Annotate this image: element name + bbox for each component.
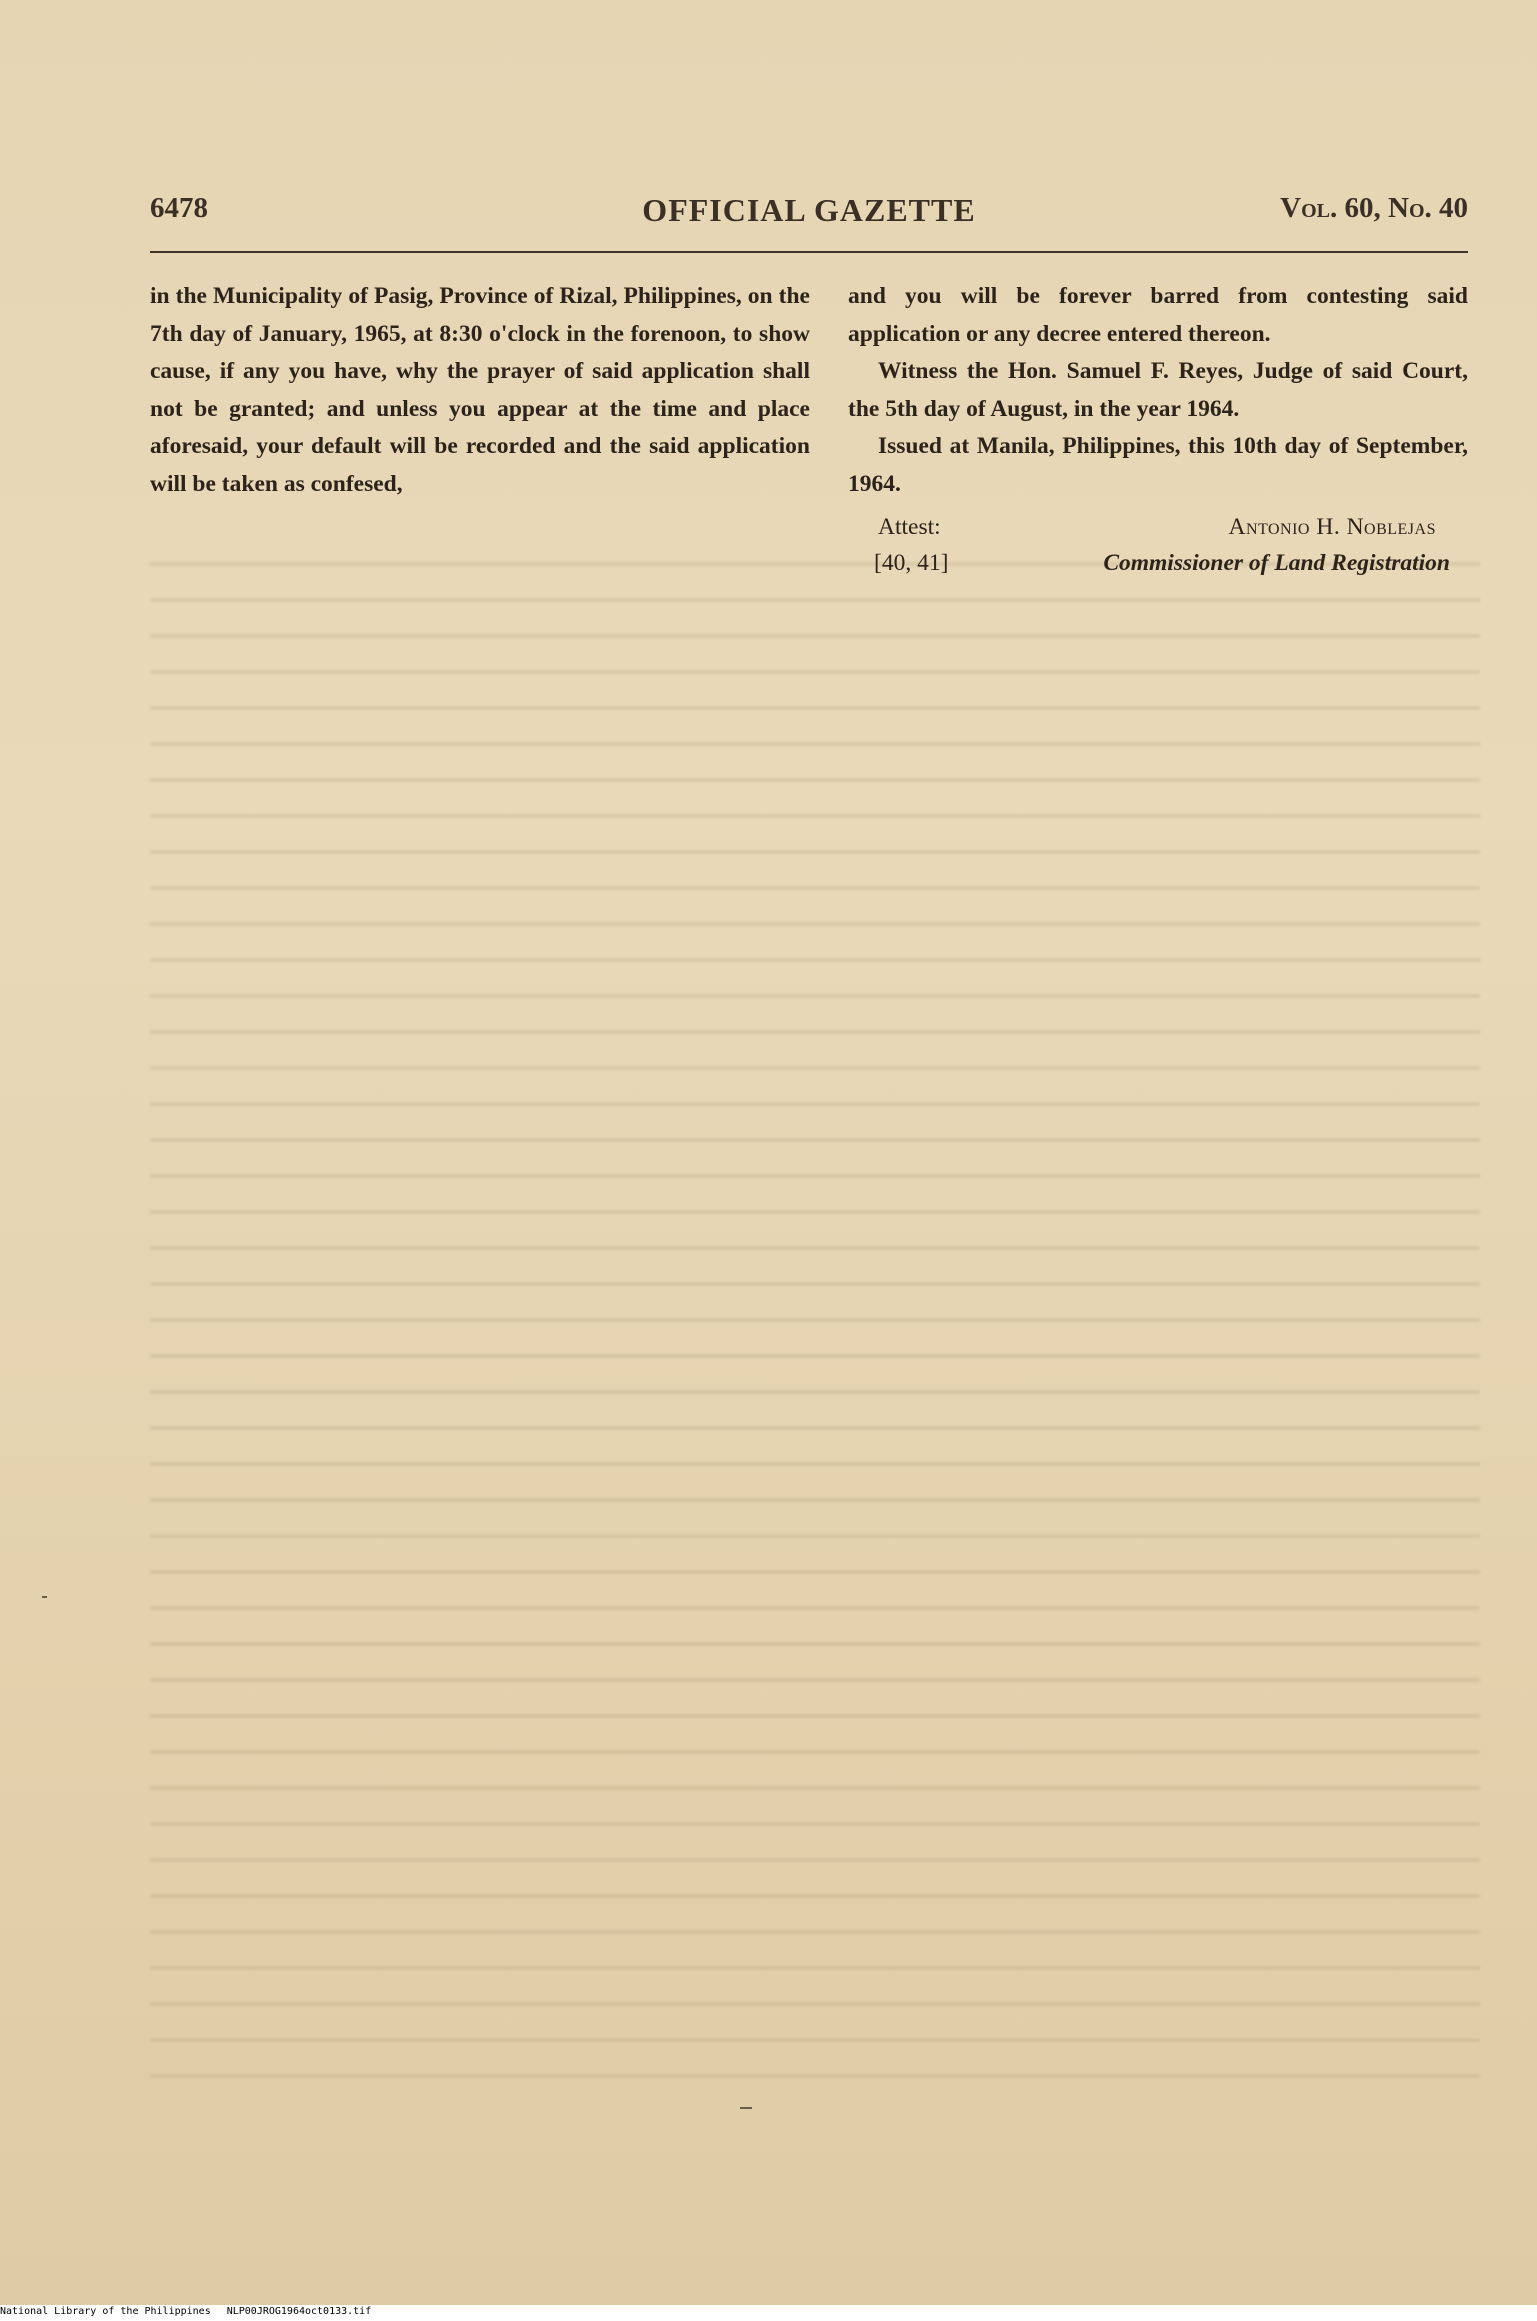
witness-paragraph: Witness the Hon. Samuel F. Reyes, Judge of said Court, the 5th day of August, in the year 1964. <box>848 358 1468 422</box>
margin-mark <box>42 1596 47 1598</box>
decree-bar-paragraph: and you will be forever barred from contesting said application or any decree entered thereon. <box>848 283 1468 347</box>
page-mark <box>740 2107 752 2109</box>
footer-library: National Library of the Philippines <box>0 2306 211 2317</box>
issued-paragraph: Issued at Manila, Philippines, this 10th day of September, 1964. <box>848 433 1468 497</box>
attest-label: Attest: <box>878 514 941 540</box>
left-column <box>150 278 810 503</box>
header-rule <box>150 251 1468 253</box>
volume-number: Vol. 60, No. 40 <box>1280 192 1468 224</box>
reference-number: [40, 41] <box>874 550 949 576</box>
right-column <box>848 278 1468 581</box>
signer-name: Antonio H. Noblejas <box>1228 514 1436 540</box>
signer-title: Commissioner of Land Registration <box>1103 550 1450 576</box>
left-column-text: in the Municipality of Pasig, Province of Rizal, Philippines, on the 7th day of January, 1965, at 8:30 o'clock in the forenoon, to show cause, if any you have, why the prayer of said application shall not be granted; and unless you appear at the time and place aforesaid, your default will be recorded and the said application will be taken as confesed, <box>150 283 810 497</box>
reference-row <box>848 545 1468 581</box>
footer-filename: NLP00JROG1964oct0133.tif <box>226 2306 372 2317</box>
page-number: 6478 <box>150 192 208 224</box>
publication-title: OFFICIAL GAZETTE <box>642 192 976 228</box>
attest-row <box>848 509 1468 545</box>
page-header <box>150 192 1468 238</box>
scan-footer <box>0 2306 387 2317</box>
bleed-through-texture <box>150 540 1480 2080</box>
